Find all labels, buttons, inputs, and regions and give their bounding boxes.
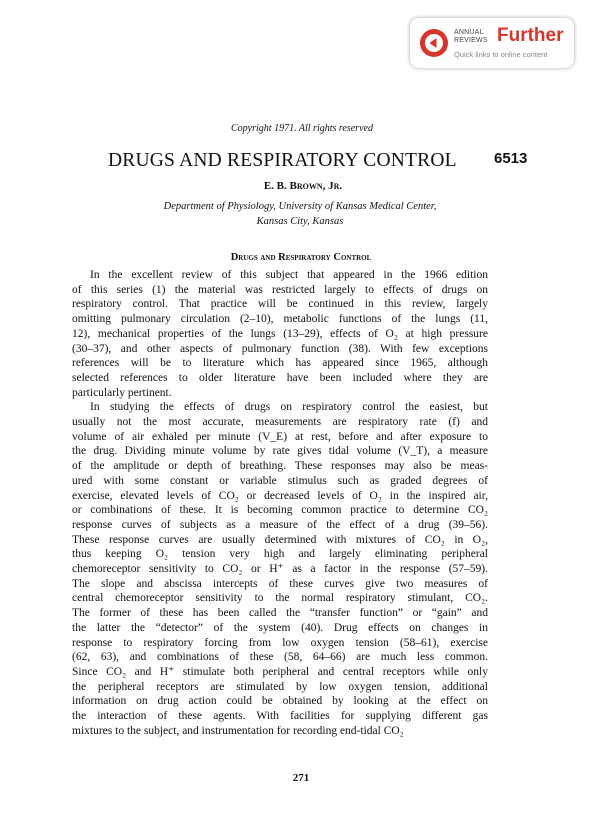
body-line: ured with some constant or variable stimulus such as graded degrees of [72, 474, 488, 487]
body-line: usually not the most accurate, measurements are respiratory rate (f) and [72, 416, 488, 429]
body-line: chemoreceptor sensitivity to CO₂ or H⁺ as a factor in the response (57–59). [72, 563, 488, 576]
body-line: Since CO₂ and H⁺ stimulate both peripheral and central receptors while only [72, 665, 488, 678]
body-line: thus keeping O₂ tension very high and largely eliminating peripheral [72, 548, 488, 561]
body-line: In the excellent review of this subject that appeared in the 1966 edition [90, 269, 488, 281]
body-line: the peripheral receptors are stimulated by low oxygen tension, additional [72, 680, 488, 693]
reviews-label: REVIEWS [454, 37, 488, 44]
page-number: 271 [292, 772, 310, 784]
body-line: 12), mechanical properties of the lungs (13–29), effects of O₂ at high pressure [72, 327, 488, 340]
affiliation-line-1: Department of Physiology, University of Kansas Medical Center, [163, 201, 437, 212]
body-line: response to respiratory forcing from low oxygen tension (58–61), exercise [72, 636, 488, 649]
body-line: particularly pertinent. [72, 386, 172, 399]
body-line: The former of these has been called the “transfer function” or “gain” and [72, 607, 488, 620]
author-name: E. B. Brown, Jr. [263, 180, 343, 192]
article-title: DRUGS AND RESPIRATORY CONTROL [108, 150, 457, 171]
body-line: (30–37), and other aspects of pulmonary function (38). With few exceptions [72, 342, 488, 355]
further-banner-link[interactable] [410, 18, 574, 68]
copyright-notice: Copyright 1971. All rights reserved [231, 123, 373, 134]
body-line: mixtures to the subject, and instrumentation for recording end-tidal CO₂ [72, 724, 404, 737]
body-line: information on drug action could be obtained by looking at the effect on [72, 695, 488, 708]
body-line: respiratory control. That practice will be continued in this review, largely [72, 298, 488, 311]
body-line: of this series (1) the material was restricted largely to effects of drugs on [72, 283, 488, 296]
body-line: exercise, elevated levels of CO₂ or decreased levels of O₂ in the inspired air, [72, 489, 488, 502]
banner-tagline: Quick links to online content [454, 50, 548, 59]
affiliation-line-2: Kansas City, Kansas [256, 216, 344, 227]
body-line: In studying the effects of drugs on respiratory control the easiest, but [90, 401, 488, 414]
further-brand: Further [497, 25, 564, 46]
body-line: of the amplitude or depth of breathing. These responses may also be meas- [72, 460, 488, 473]
annual-reviews-logo-text [454, 29, 488, 45]
body-line: These response curves are usually determined with mixtures of CO₂ in O₂, [72, 533, 488, 546]
annual-label: ANNUAL [454, 29, 484, 36]
body-line: selected references to older literature have been included where they are [72, 371, 488, 384]
body-line: central chemoreceptor sensitivity to the normal respiratory stimulant, CO₂. [72, 592, 488, 605]
body-line: omitting pulmonary circulation (2–10), metabolic functions of the lungs (11, [72, 313, 488, 326]
page-code: 6513 [494, 150, 528, 167]
body-line: the latter the “detector” of the system (40). Drug effects on changes in [72, 621, 488, 634]
body-line: the interaction of these agents. With facilities for supplying different gas [72, 710, 488, 723]
section-heading: Drugs and Respiratory Control [230, 252, 372, 263]
play-arrow-icon [420, 29, 448, 57]
body-line: volume of air exhaled per minute (V_E) at rest, before and after exposure to [72, 430, 488, 443]
article-body [72, 268, 488, 739]
body-line: or combinations of these. It is becoming common practice to determine CO₂ [72, 504, 488, 517]
body-line: response curves of subjects as a measure of the effect of a drug (39–56). [72, 518, 488, 531]
body-line: (62, 63), and combinations of these (58, 64–66) are much less common. [72, 651, 488, 664]
body-line: The slope and abscissa intercepts of these curves give two measures of [72, 577, 488, 590]
affiliation [0, 199, 596, 229]
body-line: the drug. Dividing minute volume by rate gives tidal volume (V_T), a measure [72, 445, 488, 458]
body-line: references will be to literature which has appeared since 1965, although [72, 357, 488, 370]
